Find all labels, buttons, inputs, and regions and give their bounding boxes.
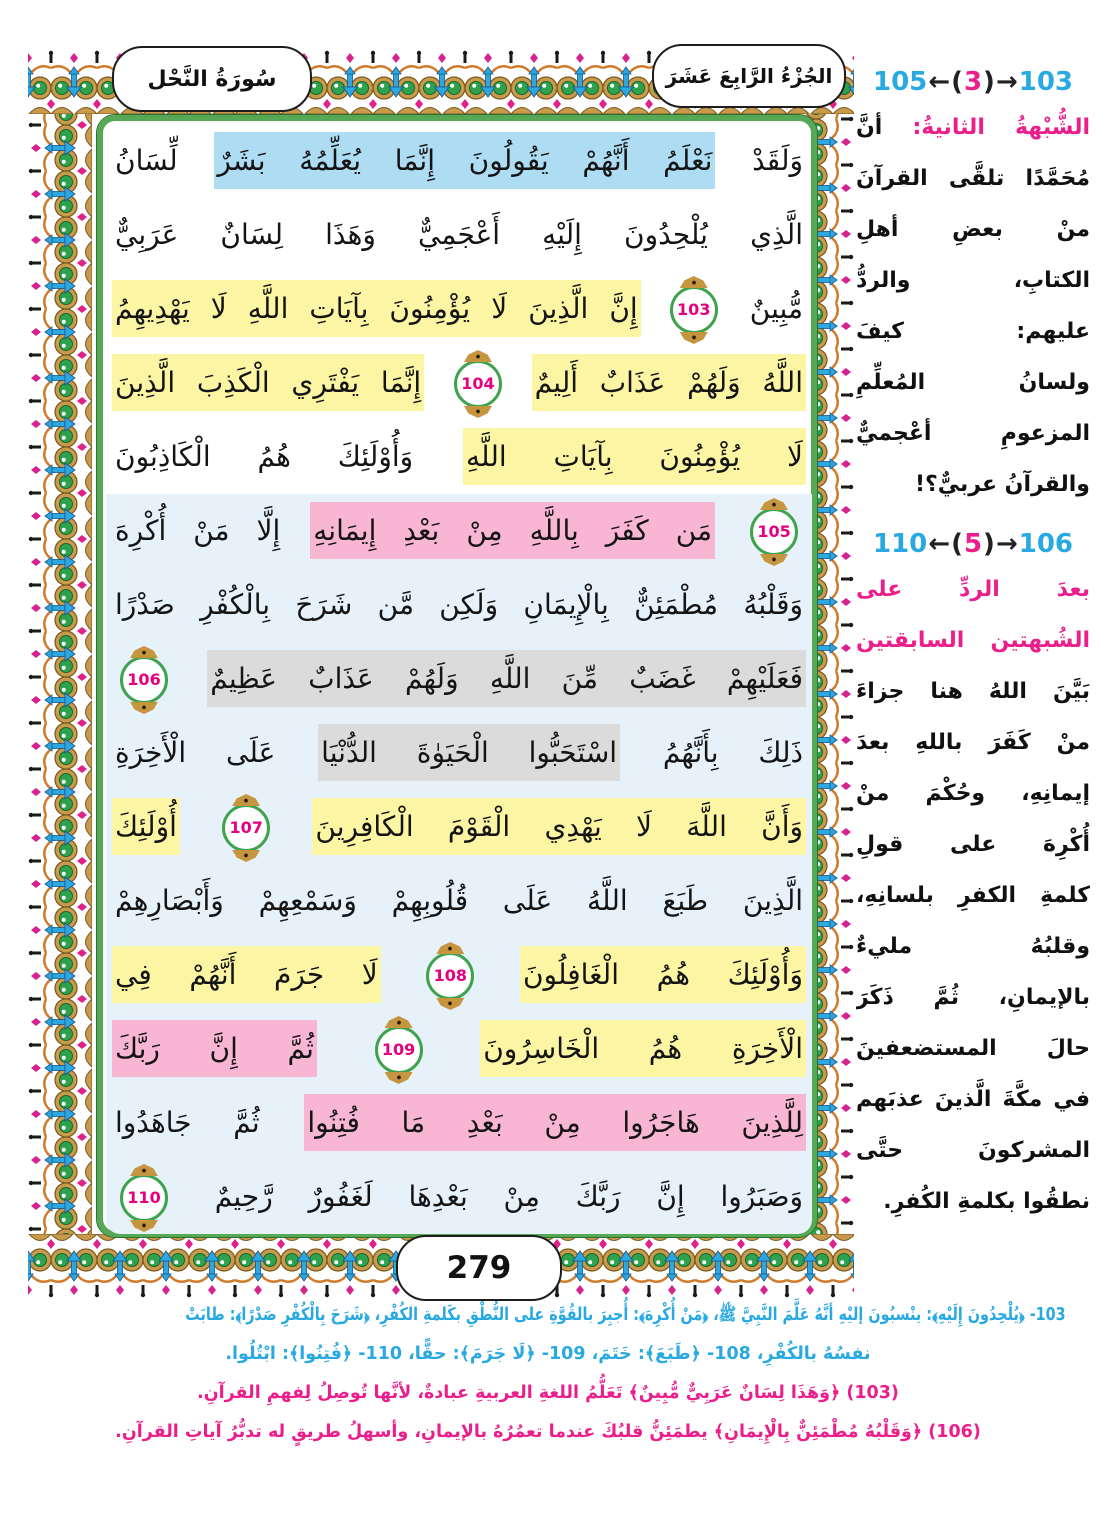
- footnote-line: [30, 1335, 1066, 1374]
- verse-end-medallion: [222, 804, 270, 852]
- arrow-right-icon: →: [995, 529, 1018, 559]
- tafsir-segment: في مكَّةَ الَّذينَ عذبَهم: [856, 1087, 1090, 1112]
- verse-end-medallion: [120, 1174, 168, 1222]
- verse-range-header: [856, 62, 1090, 102]
- tafsir-segment: أنَّ: [856, 115, 883, 140]
- tafsir-line: [856, 1023, 1090, 1074]
- tafsir-segment: الكتابِ، والردُّ: [856, 268, 1090, 293]
- quran-line: [106, 938, 812, 1012]
- tafsir-segment: أُكْرِهَ على قولِ: [856, 832, 1090, 857]
- tafsir-line: [856, 1176, 1090, 1227]
- tafsir-line: [856, 921, 1090, 972]
- quran-segment: ثُمَّ جَاهَدُوا: [115, 1106, 260, 1139]
- tafsir-segment: والقرآنُ عربيٌّ؟!: [914, 472, 1090, 497]
- tafsir-line: [856, 357, 1090, 408]
- quran-segment: فَعَلَيْهِمْ غَضَبٌ مِّنَ اللَّهِ وَلَهُمْ عَذَابٌ عَظِيمٌ: [207, 650, 806, 707]
- tafsir-line: [856, 870, 1090, 921]
- quran-line: [106, 1160, 812, 1234]
- quran-line: [106, 790, 812, 864]
- arrow-left-icon: ←: [928, 67, 951, 97]
- tafsir-line: [856, 459, 1090, 510]
- footnote-text: (103) ﴿وَهَذَا لِسَانٌ عَرَبِيٌّ مُّبِينٌ﴾ تَعَلُّمُ اللغةِ العربيةِ عبادةٌ، لأنَّها تُوصِلُ لِفهمِ القرآنِ.: [197, 1383, 899, 1403]
- verse-end-medallion: [426, 952, 474, 1000]
- quran-segment: لِّسَانُ: [115, 144, 178, 177]
- quran-line: [106, 272, 812, 346]
- arrow-left-icon: ←: [928, 529, 951, 559]
- tafsir-segment: نطقُوا بكلمةِ الكُفرِ.: [883, 1189, 1090, 1214]
- page-number: 279: [446, 1250, 512, 1286]
- quran-line: [106, 198, 812, 272]
- tafsir-segment: بَيَّنَ اللهُ هنا جزاءَ: [856, 679, 1090, 704]
- quran-segment: لَا يُؤْمِنُونَ بِآيَاتِ اللَّهِ: [463, 428, 806, 485]
- tafsir-line: [856, 408, 1090, 459]
- verse-number: 108: [433, 966, 468, 985]
- quran-line: [106, 1086, 812, 1160]
- quran-text-panel: [106, 124, 812, 1234]
- verse-number: 104: [461, 374, 495, 393]
- tafsir-segment: بعدَ الردِّ على: [856, 577, 1090, 602]
- paren: ): [983, 67, 995, 97]
- quran-line: [106, 642, 812, 716]
- range-end-number: 103: [1018, 67, 1074, 97]
- footnotes: [30, 1296, 1066, 1452]
- footnote-line: [30, 1374, 1066, 1413]
- tafsir-segment: كلمةِ الكفرِ بلسانِهِ،: [856, 883, 1090, 908]
- juz-name: الجُزْءُ الرَّابِعَ عَشَرَ: [665, 64, 833, 88]
- quran-segment: وَصَبَرُوا إِنَّ رَبَّكَ مِنْ بَعْدِهَا لَغَفُورٌ رَّحِيمٌ: [214, 1180, 803, 1213]
- quran-segment: نَعْلَمُ أَنَّهُمْ يَقُولُونَ إِنَّمَا يُعَلِّمُهُ بَشَرٌ: [214, 132, 715, 189]
- tafsir-line: [856, 1074, 1090, 1125]
- quran-line: [106, 1012, 812, 1086]
- tafsir-segment: وقلبُهُ مليءٌ: [856, 934, 1090, 959]
- verse-number: 106: [127, 670, 161, 689]
- tafsir-section: [856, 62, 1090, 510]
- footnote-line: [30, 1296, 1066, 1335]
- verse-number: 103: [677, 300, 711, 319]
- paren: (: [951, 67, 963, 97]
- verse-number: 105: [757, 522, 791, 541]
- tafsir-line: [856, 666, 1090, 717]
- tafsir-segment: عليهم: كيفَ: [856, 319, 1090, 344]
- quran-segment: وَقَلْبُهُ مُطْمَئِنٌّ بِالْإِيمَانِ وَلَكِن مَّن شَرَحَ بِالْكُفْرِ صَدْرًا: [115, 588, 803, 621]
- footnote-text: 103- ﴿يُلْحِدُونَ إِلَيْهِ﴾: ينْسبُونَ إليْهِ أنَّهُ عَلَّمَ النَّبِيَّ ﷺ، ﴿مَنْ أُكْرِهَ﴾: أُجبِرَ بالقُوَّةِ على النُّطْقِ بكَلمةِ الكُفْرِ، ﴿شَرَحَ بِالْكُفْرِ صَدْرًا﴾: طابَتْ: [185, 1305, 1066, 1325]
- tafsir-section: [856, 524, 1090, 1227]
- quran-segment: وَأُوْلَئِكَ هُمُ الْكَاذِبُونَ: [115, 440, 414, 473]
- tafsir-segment: ولسانُ المُعلِّمِ: [856, 370, 1090, 395]
- quran-segment: إِنَّمَا يَفْتَرِي الْكَذِبَ الَّذِينَ: [112, 354, 424, 411]
- quran-segment: الَّذِينَ طَبَعَ اللَّهُ عَلَى قُلُوبِهِمْ وَسَمْعِهِمْ وَأَبْصَارِهِمْ: [115, 884, 803, 917]
- quran-segment: أُوْلَئِكَ: [112, 798, 180, 855]
- juz-cartouche: [652, 44, 846, 108]
- quran-segment: لِلَّذِينَ هَاجَرُوا مِنْ بَعْدِ مَا فُتِنُوا: [304, 1094, 806, 1151]
- verse-range-header: [856, 524, 1090, 564]
- footnote-text: (106) ﴿وَقَلْبُهُ مُطْمَئِنٌّ بِالْإِيمَانِ﴾ يطمَئِنُّ قلبُكَ عندما تعمُرُهُ بالإيمانِ، وأسهلُ طريقٍ له تدبُّرُ آياتِ القرآنِ.: [115, 1422, 981, 1442]
- page-number-cartouche: [396, 1235, 562, 1301]
- tafsir-line: [856, 768, 1090, 819]
- tafsir-line: [856, 102, 1090, 153]
- surah-name-cartouche: [112, 46, 312, 112]
- tafsir-segment: المزعومِ أعْجميٌّ: [856, 421, 1090, 446]
- quran-segment: اسْتَحَبُّوا الْحَيَوٰةَ الدُّنْيَا: [318, 724, 620, 781]
- tafsir-line: [856, 153, 1090, 204]
- quran-segment: إِنَّ الَّذِينَ لَا يُؤْمِنُونَ بِآيَاتِ اللَّهِ لَا يَهْدِيهِمُ: [112, 280, 641, 337]
- tafsir-line: [856, 255, 1090, 306]
- tafsir-segment: منْ كَفَرَ باللهِ بعدَ: [856, 730, 1090, 755]
- quran-segment: إِلَّا مَنْ أُكْرِهَ: [115, 514, 281, 547]
- range-start-number: 105: [872, 67, 928, 97]
- tafsir-segment: مُحَمَّدًا تلقَّى القرآنَ: [856, 166, 1090, 191]
- tafsir-line: [856, 564, 1090, 615]
- verse-number: 110: [127, 1188, 161, 1207]
- paren: (: [951, 529, 963, 559]
- quran-segment: وَأَنَّ اللَّهَ لَا يَهْدِي الْقَوْمَ الْكَافِرِينَ: [312, 798, 806, 855]
- tafsir-line: [856, 204, 1090, 255]
- tafsir-line: [856, 306, 1090, 357]
- tafsir-segment: حالَ المستضعفينَ: [856, 1036, 1090, 1061]
- verse-number: 107: [229, 818, 263, 837]
- quran-segment: مَن كَفَرَ بِاللَّهِ مِنْ بَعْدِ إِيمَانِهِ: [310, 502, 715, 559]
- footnote-line: [30, 1413, 1066, 1452]
- tafsir-segment: إيمانِهِ، وحُكْمَ منْ: [856, 781, 1090, 806]
- tafsir-line: [856, 1125, 1090, 1176]
- verse-end-medallion: [120, 656, 168, 704]
- quran-segment: الْأَخِرَةِ هُمُ الْخَاسِرُونَ: [480, 1020, 806, 1077]
- verse-end-medallion: [750, 508, 798, 556]
- surah-name: سُورَةُ النَّحْل: [147, 66, 277, 92]
- tafsir-line: [856, 819, 1090, 870]
- verse-number: 109: [381, 1040, 416, 1059]
- tafsir-line: [856, 972, 1090, 1023]
- verse-end-medallion: [375, 1026, 423, 1074]
- tafsir-segment: الشُّبْهةُ الثانيةُ:: [912, 115, 1090, 140]
- tafsir-segment: بالإيمانِ، ثُمَّ ذَكَرَ: [856, 985, 1090, 1010]
- quran-segment: وَأُوْلَئِكَ هُمُ الْغَافِلُونَ: [520, 946, 806, 1003]
- tafsir-segment: منْ بعضِ أهلِ: [856, 217, 1090, 242]
- range-end-number: 106: [1018, 529, 1074, 559]
- quran-segment: الَّذِي يُلْحِدُونَ إِلَيْهِ أَعْجَمِيٌّ وَهَذَا لِسَانٌ عَرَبِيٌّ: [115, 218, 803, 251]
- quran-segment: عَلَى الْأَخِرَةِ: [115, 736, 276, 769]
- verse-end-medallion: [454, 360, 502, 408]
- sidebar-sections: [856, 62, 1090, 1227]
- tafsir-segment: الشُبهتين السابقتين: [856, 628, 1090, 653]
- quran-line: [106, 346, 812, 420]
- quran-line: [106, 420, 812, 494]
- quran-segment: ثُمَّ إِنَّ رَبَّكَ: [112, 1020, 317, 1077]
- paren: ): [983, 529, 995, 559]
- arrow-right-icon: →: [995, 67, 1018, 97]
- quran-segment: ذَلِكَ بِأَنَّهُمُ: [662, 736, 803, 769]
- quran-segment: لَا جَرَمَ أَنَّهُمْ فِي: [112, 946, 381, 1003]
- quran-line: [106, 494, 812, 568]
- tafsir-line: [856, 717, 1090, 768]
- range-start-number: 110: [872, 529, 928, 559]
- range-group-number: 3: [963, 67, 983, 97]
- quran-line: [106, 864, 812, 938]
- tafsir-line: [856, 615, 1090, 666]
- quran-line: [106, 568, 812, 642]
- quran-line: [106, 716, 812, 790]
- quran-segment: اللَّهُ وَلَهُمْ عَذَابٌ أَلِيمٌ: [532, 354, 806, 411]
- footnote-text: نفسُهُ بالكُفْرِ، 108- ﴿طَبَعَ﴾: خَتَمَ، 109- ﴿لَا جَرَمَ﴾: حقًّا، 110- ﴿فُتِنُوا﴾: ابْتُلُوا.: [225, 1344, 871, 1364]
- quran-segment: وَلَقَدْ: [752, 144, 803, 177]
- tafsir-segment: المشركونَ حتَّى: [856, 1138, 1090, 1163]
- verse-end-medallion: [670, 286, 718, 334]
- quran-segment: مُّبِينٌ: [749, 292, 804, 325]
- range-group-number: 5: [963, 529, 983, 559]
- quran-line: [106, 124, 812, 198]
